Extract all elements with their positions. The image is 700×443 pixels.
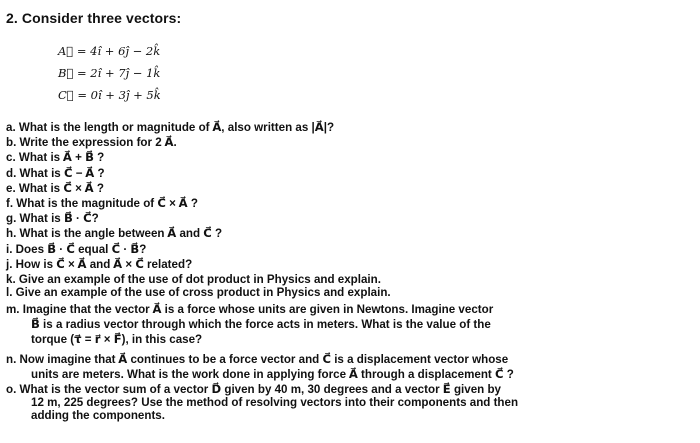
vector-c-definition: C⃗ = 0î + 3ĵ + 5k̂ (58, 88, 161, 102)
question-a: a. What is the length or magnitude of A⃗, also written as |A⃗|? (6, 121, 335, 134)
question-c: c. What is A⃗ + B⃗ ? (6, 151, 105, 165)
question-o-line-3: adding the components. (31, 409, 165, 423)
question-d: d. What is C⃗ − A⃗ ? (6, 166, 105, 180)
vector-b-definition: B⃗ = 2î + 7ĵ − 1k̂ (58, 66, 161, 80)
question-l: l. Give an example of the use of cross product in Physics and explain. (6, 286, 391, 300)
question-n: n. Now imagine that A⃗ continues to be a force vector and C⃗ is a displacement vector whose (6, 352, 509, 366)
question-b: b. Write the expression for 2 A⃗. (6, 136, 177, 150)
question-j: j. How is C⃗ × A⃗ and A⃗ × C⃗ related? (6, 257, 193, 271)
question-m-line-2: B⃗ is a radius vector through which the force acts in meters. What is the value of the (31, 318, 491, 332)
question-g: g. What is B⃗ · C⃗? (6, 212, 99, 226)
question-h: h. What is the angle between A⃗ and C⃗ ? (6, 227, 223, 241)
question-o-line-2: 12 m, 225 degrees? Use the method of resolving vectors into their components and then (31, 396, 519, 410)
question-k: k. Give an example of the use of dot product in Physics and explain. (6, 273, 381, 287)
question-n-line-2: units are meters. What is the work done in applying force A⃗ through a displacement C⃗ ? (31, 367, 514, 381)
question-m: m. Imagine that the vector A⃗ is a force whose units are given in Newtons. Imagine vector (6, 303, 494, 317)
question-m-line-3: torque (τ⃗ = r⃗ × F⃗), in this case? (31, 333, 203, 347)
question-f: f. What is the magnitude of C⃗ × A⃗ ? (6, 197, 198, 211)
vector-a-definition: A⃗ = 4î + 6ĵ − 2k̂ (58, 44, 161, 58)
vector-definitions (58, 40, 161, 106)
question-list (6, 120, 700, 421)
question-o: o. What is the vector sum of a vector D⃗ given by 40 m, 30 degrees and a vector E⃗ given by (6, 383, 501, 397)
question-e: e. What is C⃗ × A⃗ ? (6, 181, 104, 195)
question-i: i. Does B⃗ · C⃗ equal C⃗ · B⃗? (6, 242, 147, 256)
problem-heading: 2. Consider three vectors: (6, 10, 182, 26)
